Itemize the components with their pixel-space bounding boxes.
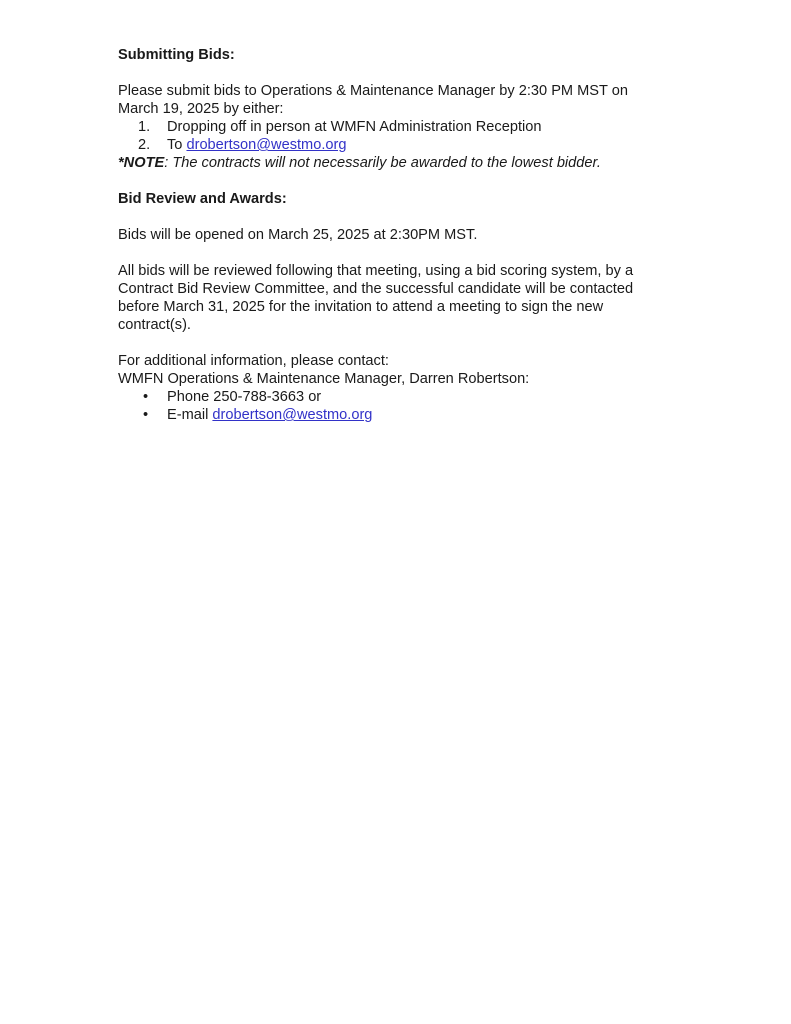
bullet-icon: •	[143, 389, 149, 405]
submit-intro-paragraph: Please submit bids to Operations & Maintenance Manager by 2:30 PM MST on March 19, 2025 by either:	[118, 83, 628, 117]
list-item	[118, 388, 668, 406]
contact-intro-line: For additional information, please contact:	[118, 353, 389, 369]
document-content	[118, 46, 668, 424]
note-label: *NOTE	[118, 155, 165, 171]
contact-name-line: WMFN Operations & Maintenance Manager, Darren Robertson:	[118, 371, 530, 387]
email-link[interactable]: drobertson@westmo.org	[212, 407, 373, 423]
list-item-text: E-mail	[167, 407, 213, 423]
email-link[interactable]: drobertson@westmo.org	[186, 137, 347, 153]
list-item-text: Phone 250-788-3663 or	[167, 389, 322, 405]
list-item-text: Dropping off in person at WMFN Administration Reception	[167, 119, 542, 135]
note-paragraph	[118, 154, 668, 172]
submit-options-list	[118, 118, 668, 154]
list-item	[118, 136, 668, 154]
note-text: : The contracts will not necessarily be awarded to the lowest bidder.	[164, 155, 601, 171]
review-process-paragraph: All bids will be reviewed following that meeting, using a bid scoring system, by a Contract Bid Review Committee, and the successful candidate will be contacted before March 31, 2025 for the invitation to attend a meeting to sign the new contract(s).	[118, 263, 634, 333]
list-item	[118, 406, 668, 424]
submitting-bids-heading: Submitting Bids:	[118, 47, 235, 63]
list-number: 2.	[138, 137, 151, 153]
list-number: 1.	[138, 119, 151, 135]
bid-opening-paragraph: Bids will be opened on March 25, 2025 at 2:30PM MST.	[118, 227, 478, 243]
contact-list	[118, 388, 668, 424]
bid-review-heading: Bid Review and Awards:	[118, 191, 287, 207]
list-item-text: To	[167, 137, 187, 153]
list-item	[118, 118, 668, 136]
bullet-icon: •	[143, 407, 149, 423]
